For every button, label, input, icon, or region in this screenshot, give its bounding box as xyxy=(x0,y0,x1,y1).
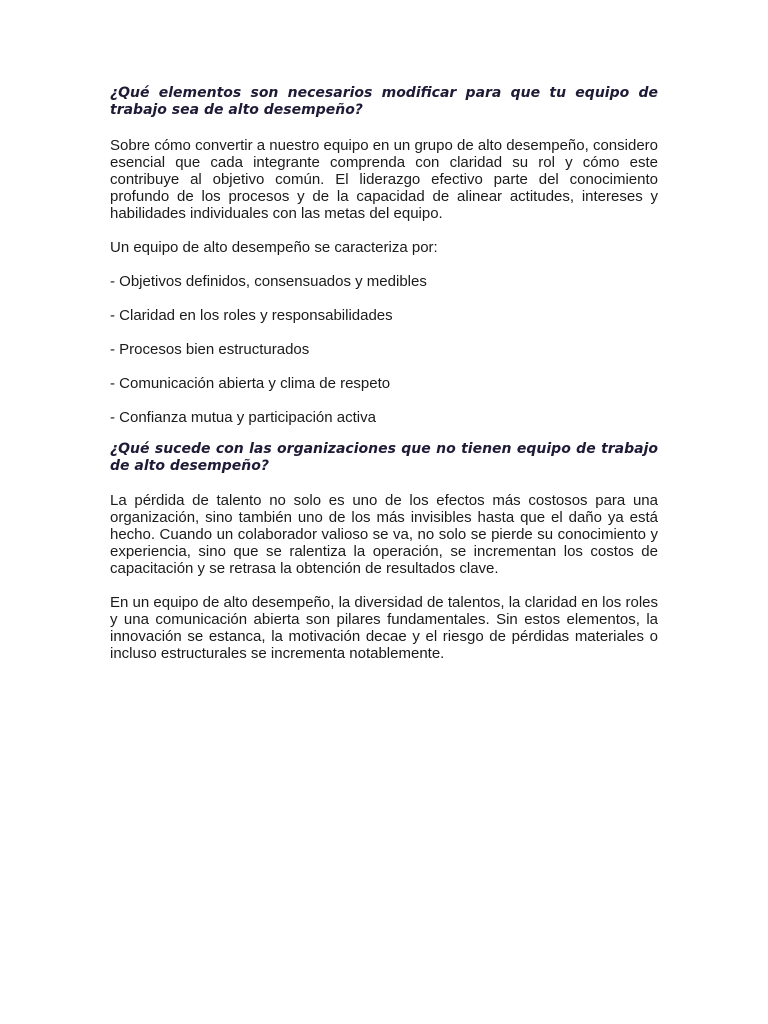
list-item: - Comunicación abierta y clima de respeto xyxy=(110,375,391,392)
list-item: - Confianza mutua y participación activa xyxy=(110,409,376,426)
section-1-heading: ¿Qué elementos son necesarios modificar para que tu equipo de trabajo sea de alto desempeño? xyxy=(110,85,658,118)
list-item: - Procesos bien estructurados xyxy=(110,341,310,358)
section-2-paragraph-2: En un equipo de alto desempeño, la diversidad de talentos, la claridad en los roles y una comunicación abierta son pilares fundamentales. Sin estos elementos, la innovación se estanca, la motivación decae y el riesgo de pérdidas materiales o incluso estructurales se incrementa notablemente. xyxy=(110,594,658,662)
section-2-paragraph-1: La pérdida de talento no solo es uno de los efectos más costosos para una organización, sino también uno de los más invisibles hasta que el daño ya está hecho. Cuando un colaborador valioso se va, no solo se pierde su conocimiento y experiencia, sino que se ralentiza la operación, se incrementan los costos de capacitación y se retrasa la obtención de resultados clave. xyxy=(110,492,658,577)
document-page xyxy=(110,85,658,662)
section-1-intro: Un equipo de alto desempeño se caracteriza por: xyxy=(110,239,438,256)
list-item: - Objetivos definidos, consensuados y medibles xyxy=(110,273,427,290)
list-item: - Claridad en los roles y responsabilidades xyxy=(110,307,393,324)
section-2-heading: ¿Qué sucede con las organizaciones que no tienen equipo de trabajo de alto desempeño? xyxy=(110,441,658,474)
section-1-paragraph: Sobre cómo convertir a nuestro equipo en un grupo de alto desempeño, considero esencial que cada integrante comprenda con claridad su rol y cómo este contribuye al objetivo común. El liderazgo efectivo parte del conocimiento profundo de los procesos y de la capacidad de alinear actitudes, intereses y habilidades individuales con las metas del equipo. xyxy=(110,137,658,222)
